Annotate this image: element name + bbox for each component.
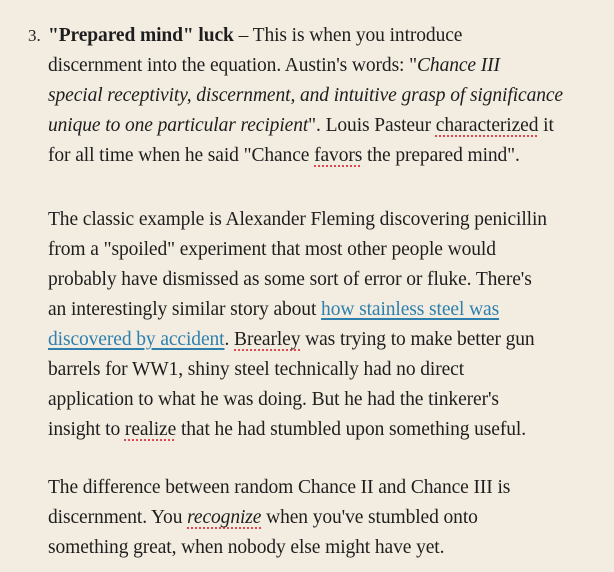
text-span: ". Louis Pasteur [308, 115, 436, 136]
text-line [48, 21, 563, 51]
list-item-heading: "Prepared mind" luck [48, 25, 234, 46]
text-span: The difference between random Chance II and Chance III is [48, 477, 511, 498]
text-span: . [224, 329, 235, 350]
misspelled-word: characterized [435, 115, 539, 136]
text-span: discernment. You [48, 507, 188, 528]
text-line [48, 295, 547, 325]
text-line [48, 503, 510, 533]
text-line [48, 205, 547, 235]
text-span: when you've stumbled onto [261, 507, 478, 528]
text-line [48, 533, 510, 563]
text-span: probably have dismissed as some sort of error or fluke. There's [48, 269, 532, 290]
text-span: – This is when you introduce [233, 25, 463, 46]
text-line [48, 235, 547, 265]
paragraph-prepared-mind [48, 21, 563, 171]
text-line [48, 265, 547, 295]
paragraph-fleming-example [48, 205, 547, 445]
text-line [48, 51, 563, 81]
text-span: an interestingly similar story about [48, 299, 322, 320]
italic-quote: Chance III [417, 55, 500, 76]
text-span: The classic example is Alexander Fleming discovering penicillin [48, 209, 547, 230]
stainless-steel-link[interactable]: discovered by accident [48, 329, 225, 350]
text-span: something great, when nobody else might have yet. [48, 537, 445, 558]
text-line [48, 325, 547, 355]
text-line [48, 355, 547, 385]
text-line [48, 141, 563, 171]
text-span: from a "spoiled" experiment that most other people would [48, 239, 496, 260]
text-span: discernment into the equation. Austin's words: " [48, 55, 418, 76]
text-line [48, 473, 510, 503]
text-span: was trying to make better gun [300, 329, 535, 350]
text-span: insight to [48, 419, 125, 440]
misspelled-word: realize [124, 419, 177, 440]
stainless-steel-link[interactable]: how stainless steel was [321, 299, 500, 320]
text-line [48, 415, 547, 445]
text-span: application to what he was doing. But he had the tinkerer's [48, 389, 499, 410]
italic-quote: special receptivity, discernment, and intuitive grasp of significance [48, 85, 563, 106]
misspelled-word: recognize [187, 507, 262, 528]
paragraph-difference [48, 473, 510, 563]
italic-quote: unique to one particular recipient [48, 115, 309, 136]
text-span: barrels for WW1, shiny steel technically had no direct [48, 359, 465, 380]
text-line [48, 111, 563, 141]
text-span: the prepared mind". [362, 145, 520, 166]
misspelled-word: Brearley [234, 329, 301, 350]
text-span: for all time when he said "Chance [48, 145, 315, 166]
misspelled-word: favors [314, 145, 363, 166]
text-span: that he had stumbled upon something useful. [176, 419, 526, 440]
text-line [48, 385, 547, 415]
text-line [48, 81, 563, 111]
list-number: 3. [28, 26, 41, 45]
text-span: it [538, 115, 554, 136]
